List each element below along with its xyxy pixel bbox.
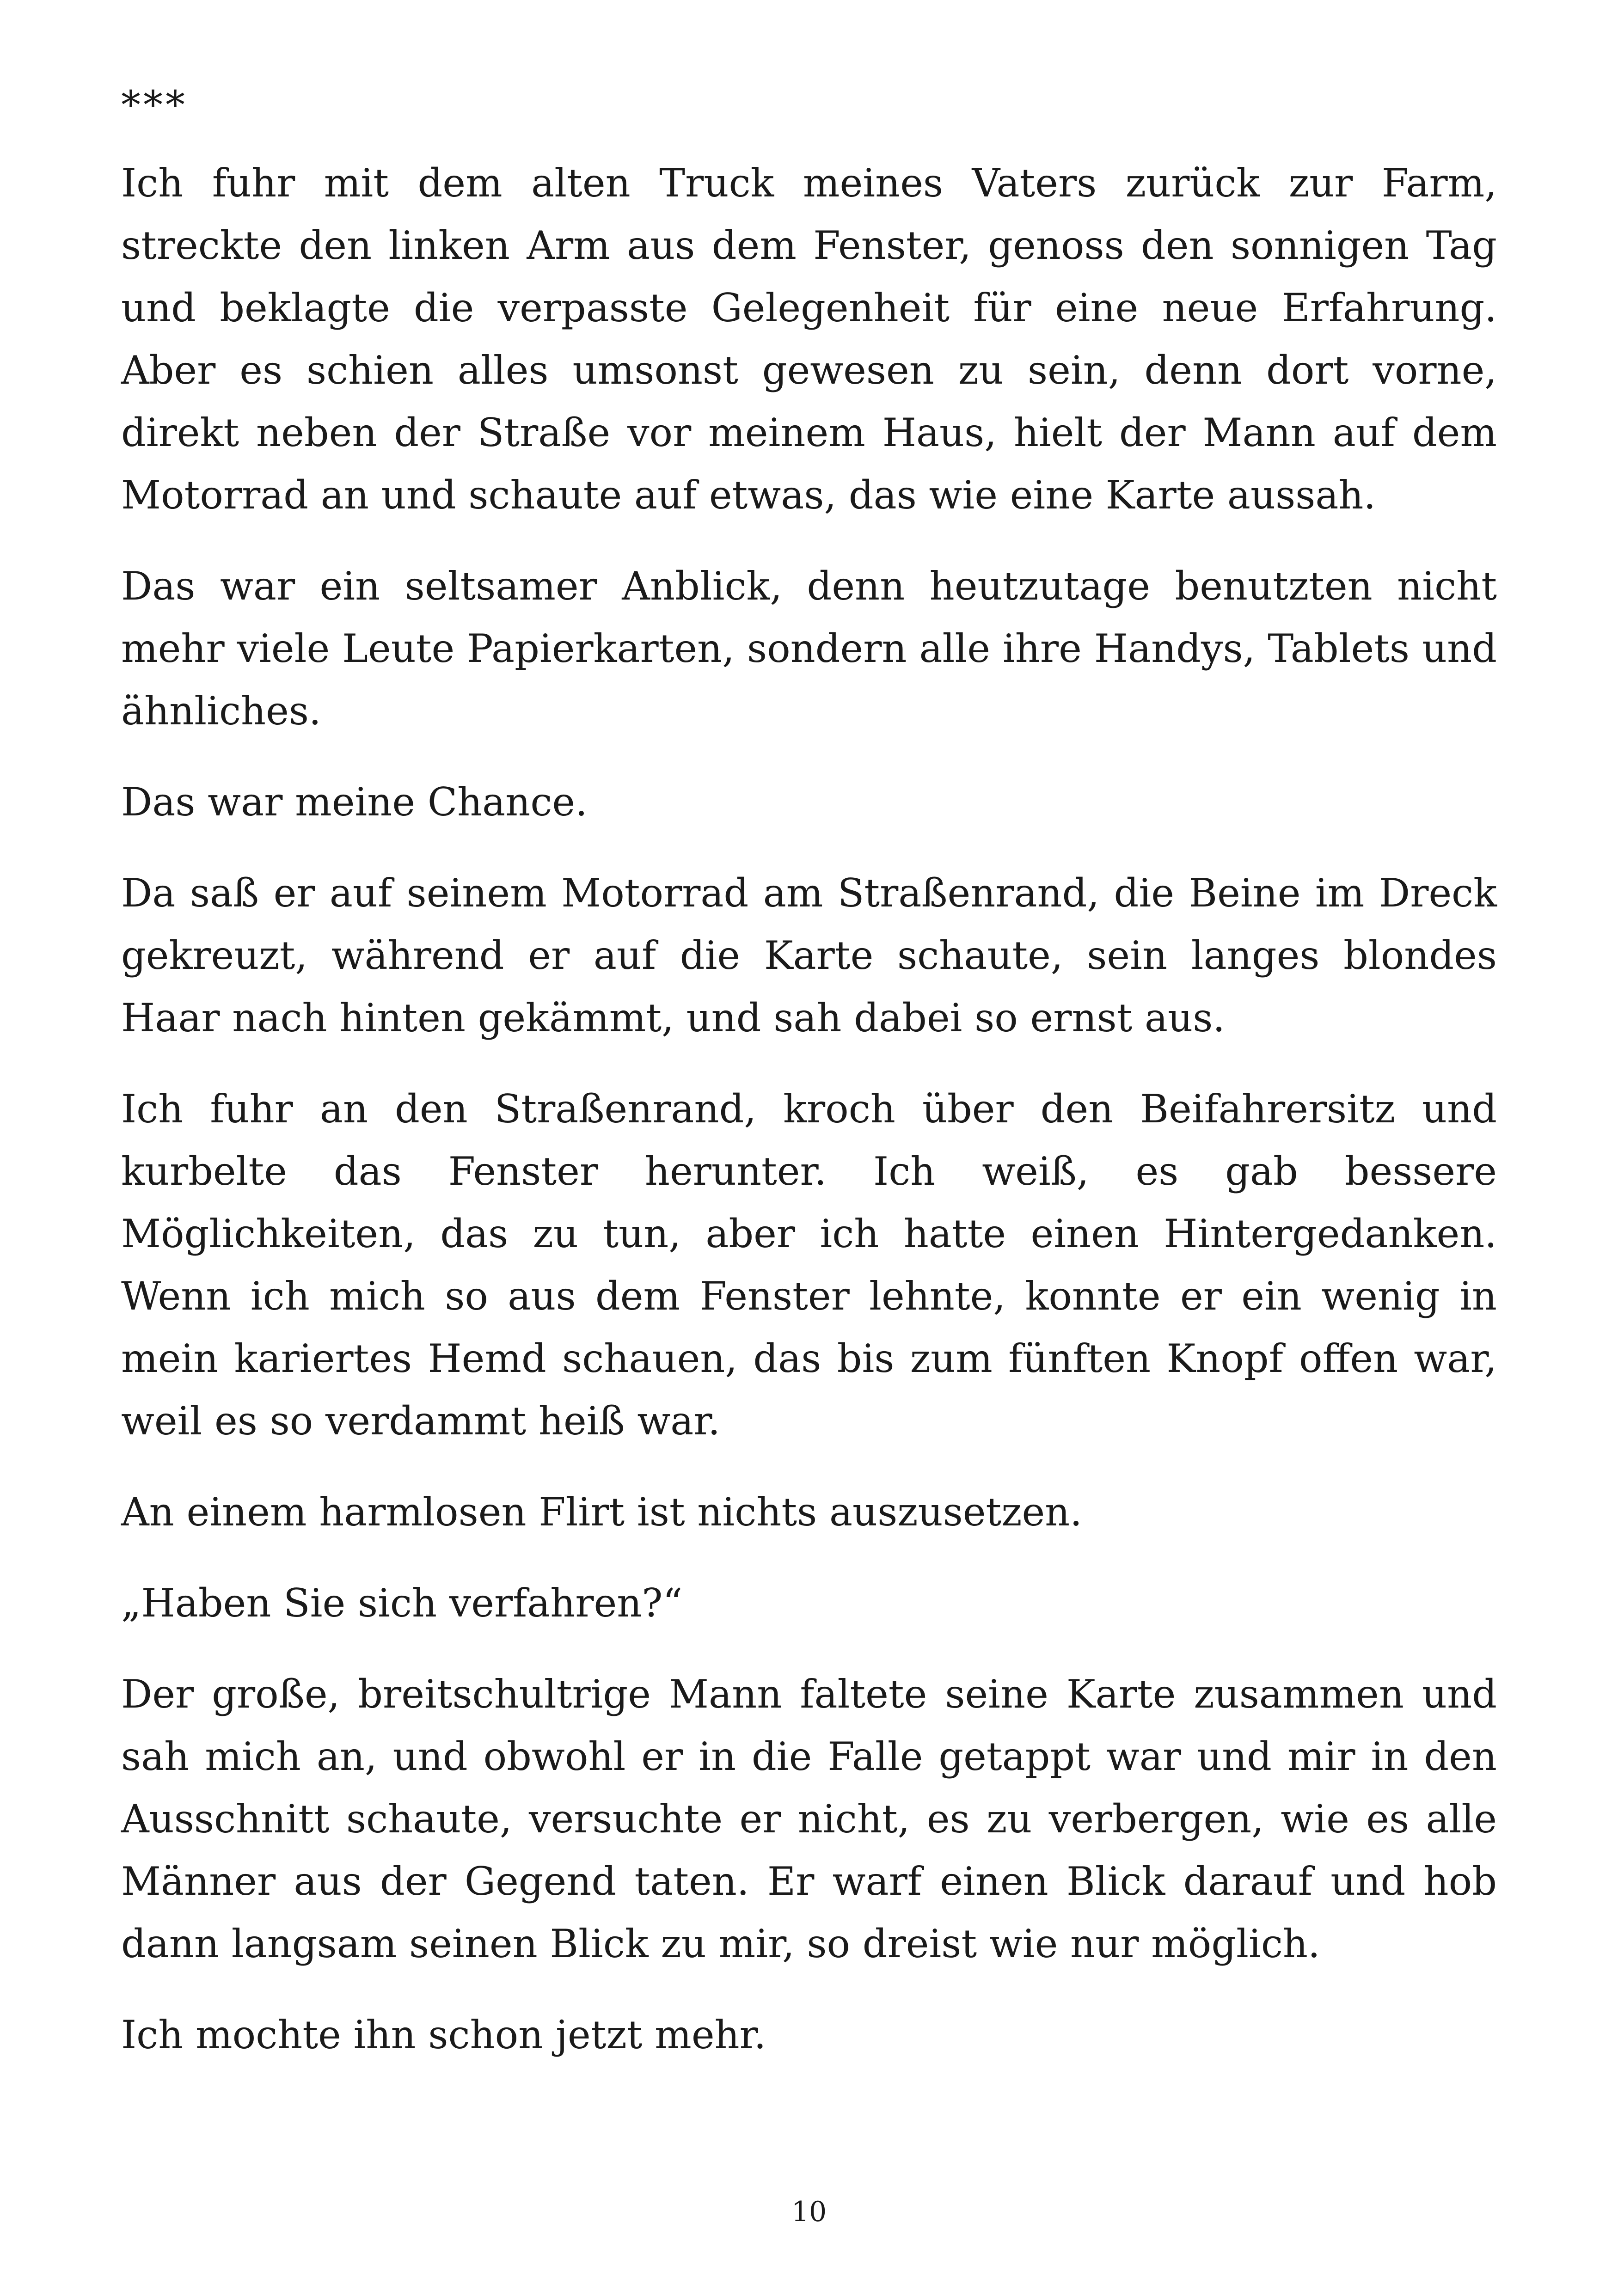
page-body	[121, 74, 1497, 2095]
page-number: 10	[791, 2196, 827, 2228]
paragraph-3: Das war meine Chance.	[121, 779, 588, 825]
scene-break: ***	[121, 82, 188, 128]
paragraph-5: Ich fuhr an den Straßenrand, kroch über den Beifahrersitz und kurbelte das Fenster herunter. Ich weiß, es gab bessere Möglichkeiten, das zu tun, aber ich hatte einen Hintergedanken. Wenn ich mich so aus dem Fenster lehnte, konnte er ein wenig in mein kariertes Hemd schauen, das bis zum fünften Knopf offen war, weil es so verdammt heiß war.	[121, 1086, 1497, 1444]
paragraph-9: Ich mochte ihn schon jetzt mehr.	[121, 2012, 766, 2057]
paragraph-7: „Haben Sie sich verfahren?“	[121, 1580, 683, 1626]
paragraph-6: An einem harmlosen Flirt ist nichts auszusetzen.	[121, 1489, 1082, 1535]
paragraph-2: Das war ein seltsamer Anblick, denn heutzutage benutzten nicht mehr viele Leute Papierkarten, sondern alle ihre Handys, Tablets und ähnliches.	[121, 563, 1497, 734]
paragraph-8: Der große, breitschultrige Mann faltete seine Karte zusammen und sah mich an, und obwohl er in die Falle getappt war und mir in den Ausschnitt schaute, versuchte er nicht, es zu verbergen, wie es alle Männer aus der Gegend taten. Er warf einen Blick darauf und hob dann langsam seinen Blick zu mir, so dreist wie nur möglich.	[121, 1671, 1497, 1966]
paragraph-4: Da saß er auf seinem Motorrad am Straßenrand, die Beine im Dreck gekreuzt, während er auf die Karte schaute, sein langes blondes Haar nach hinten gekämmt, und sah dabei so ernst aus.	[121, 870, 1497, 1041]
paragraph-1: Ich fuhr mit dem alten Truck meines Vaters zurück zur Farm, streckte den linken Arm aus dem Fenster, genoss den sonnigen Tag und beklagte die verpasste Gelegenheit für eine neue Erfahrung. Aber es schien alles umsonst gewesen zu sein, denn dort vorne, direkt neben der Straße vor meinem Haus, hielt der Mann auf dem Motorrad an und schaute auf etwas, das wie eine Karte aussah.	[121, 160, 1497, 518]
